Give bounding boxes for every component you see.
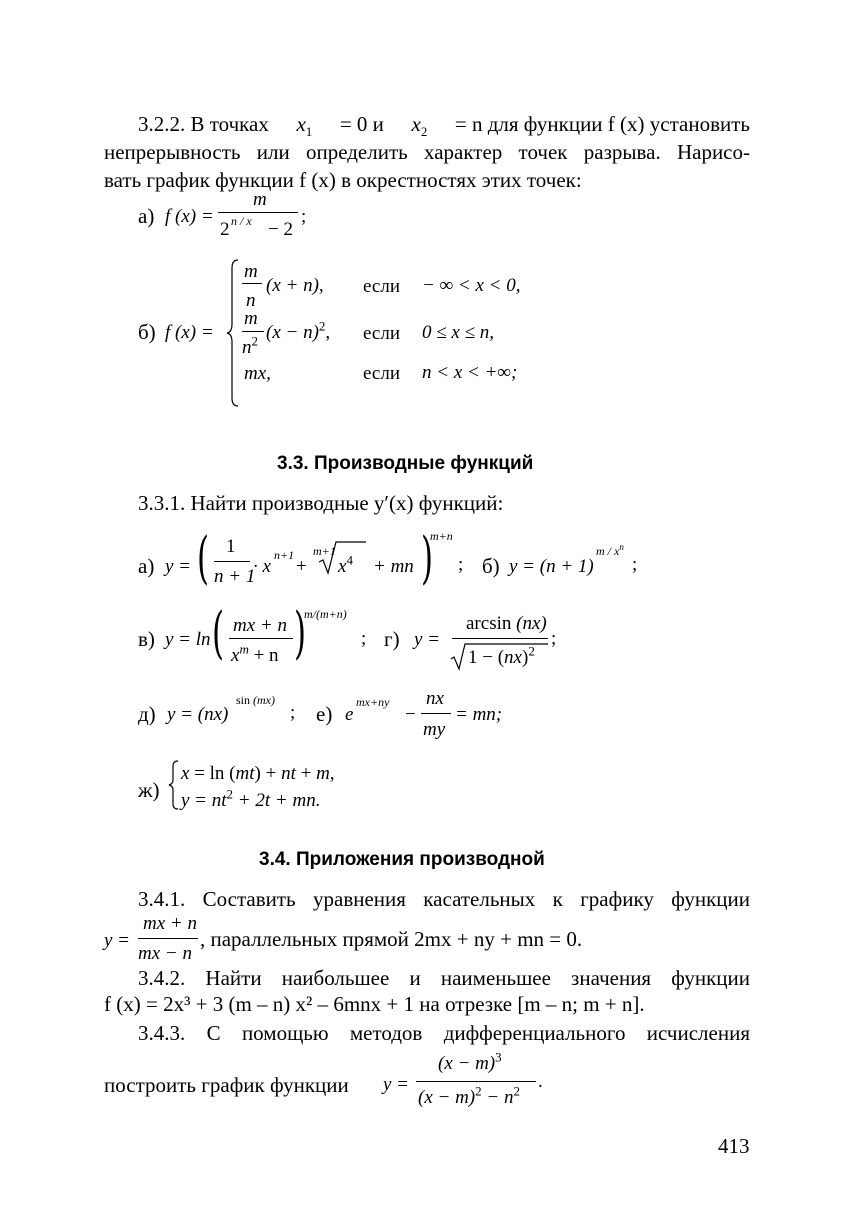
- p331-zh-l2: $y = nt^2 + 2t$ + mn.: [181, 786, 321, 811]
- p331-a-rparen: ): [421, 526, 434, 591]
- p331-v-exp: m/(m+n): [304, 607, 347, 621]
- p322-a-lhs: f (x) =: [165, 206, 214, 227]
- p322-b-r1-expr: (x + n),: [266, 275, 324, 296]
- p331-a-num: 1: [226, 536, 236, 557]
- p343-line1: 3.4.3. С помощью методов дифференциального исчисления: [138, 1021, 750, 1045]
- p331-zh-label: ж): [138, 778, 160, 802]
- p322-a-num: m: [253, 189, 267, 210]
- p322-b-r3-cond-word: если: [363, 363, 400, 384]
- p322-a-label: а): [138, 204, 155, 228]
- p331-v-num: mx + n: [233, 615, 287, 636]
- p331-v-lhs: y = ln: [165, 629, 211, 650]
- p331-e-num: nx: [426, 688, 444, 709]
- p331-g-lhs: y =: [414, 629, 441, 650]
- p331-b-end: ;: [632, 554, 638, 575]
- p331-g-label: г): [384, 627, 400, 651]
- p343-den: $(x - m)^2 - n^2$: [418, 1083, 520, 1108]
- p331-e-minus: −: [405, 704, 416, 725]
- p341-num: mx + n: [143, 913, 197, 934]
- p331-e-rhs: = mn;: [455, 704, 503, 725]
- p341-bar: [138, 938, 198, 939]
- p343-lhs: y =: [383, 1074, 410, 1095]
- p331-zh-l1: x = ln (mt) + nt + m,: [181, 763, 335, 784]
- p322-b-r1-bar: [242, 283, 262, 284]
- p322-lead: 3.2.2. В точках: [138, 112, 269, 136]
- p341-tail: , параллельных прямой 2mx + ny + mn = 0.: [200, 927, 583, 951]
- p322-a-bar: [218, 212, 298, 213]
- p322-eq1: = 0 и: [339, 112, 384, 136]
- p322-b-r2-cond: 0 ≤ x ≤ n,: [422, 322, 495, 343]
- p331-a-mid: · x: [253, 556, 271, 577]
- p331-v-rparen: ): [294, 601, 307, 666]
- p322-b-r2-bar: [242, 331, 264, 332]
- p342-line1: 3.4.2. Найти наибольшее и наименьшее значения функции: [138, 966, 750, 990]
- p331-a-mid-exp: n+1: [274, 548, 295, 562]
- p331-a-end: ;: [458, 554, 464, 575]
- p331-v-label: в): [138, 627, 155, 651]
- p322-x2: $x_2$: [411, 112, 428, 140]
- p331-a-den: n + 1: [214, 566, 256, 587]
- p331-e-exp: mx+ny: [356, 695, 390, 709]
- p331-v-den: $x^m + n$: [231, 641, 279, 666]
- page-number: 413: [718, 1134, 750, 1158]
- p331-a-plus: +: [296, 556, 307, 577]
- p322-b-r1-den: n: [246, 290, 256, 311]
- p322-b-r3-expr: mx,: [244, 363, 271, 384]
- p331-b-label: б): [482, 554, 500, 578]
- p322-a-den-exp: n / x: [231, 214, 252, 228]
- p322-b-label: б): [138, 320, 156, 344]
- p331-g-end: ;: [551, 628, 557, 649]
- p343-num: $(x - m)^3$: [438, 1049, 502, 1074]
- p331-d-end: ;: [290, 702, 296, 723]
- p322-line2: непрерывность или определить характер точек разрыва. Нарисо-: [104, 140, 750, 164]
- p331-a-root-arg: $x^4$: [338, 552, 353, 577]
- p322-b-r2-den: $n^2$: [242, 333, 258, 358]
- p331-v-lparen: (: [212, 601, 225, 666]
- p331-d-label: д): [138, 702, 156, 726]
- p322-eq2: = n для функции f (x) установить: [454, 112, 750, 136]
- p322-b-r2-cond-word: если: [363, 323, 400, 344]
- p331-v-bar: [229, 638, 293, 639]
- p331-e-expr: e: [345, 704, 354, 725]
- p331-text: 3.3.1. Найти производные y′(x) функций:: [138, 491, 504, 515]
- p322-line3: вать график функции f (x) в окрестностях этих точек:: [104, 168, 582, 192]
- p322-a-end: ;: [301, 206, 307, 227]
- p331-g-den: 1 − (nx)$^2$: [468, 643, 535, 668]
- p331-g-num: arcsin (nx): [466, 613, 547, 634]
- piecewise-brace-icon: [226, 258, 240, 408]
- p331-a-lparen: (: [197, 526, 210, 591]
- p322-a-den: 2: [220, 219, 230, 240]
- p322-b-lhs: f (x) =: [165, 322, 214, 343]
- p343-bar: [416, 1081, 536, 1082]
- p322-line1: [138, 112, 750, 140]
- p331-d-expr: y = (nx): [167, 704, 229, 725]
- p331-e-bar: [421, 713, 451, 714]
- p331-a-root-idx: m+1: [313, 544, 336, 558]
- p331-e-label: е): [316, 702, 333, 726]
- p322-b-r1-cond: − ∞ < x < 0,: [422, 275, 521, 296]
- p322-b-r1-cond-word: если: [363, 276, 400, 297]
- p322-b-r2-expr: $(x - n)^2$,: [266, 318, 331, 343]
- p331-a-lhs: y =: [165, 556, 192, 577]
- p331-e-den: my: [423, 719, 446, 740]
- p331-v-end: ;: [361, 628, 367, 649]
- p343-line2: построить график функции: [104, 1073, 349, 1097]
- p322-x1: $x_1$: [296, 112, 313, 140]
- p341-text: 3.4.1. Составить уравнения касательных к графику функции: [138, 887, 750, 911]
- p331-a-label: а): [138, 554, 155, 578]
- p331-b-expr: y = (n + 1): [509, 556, 594, 577]
- p322-b-r2-num: m: [244, 308, 258, 329]
- section-3-4-title: 3.4. Приложения производной: [259, 849, 545, 870]
- p343-end: .: [538, 1071, 543, 1092]
- p341-lhs: y =: [104, 930, 131, 951]
- p331-b-exp: m / $x^n$: [596, 542, 624, 558]
- p331-g-bar: [452, 638, 548, 639]
- p331-a-bar: [214, 561, 250, 562]
- p322-b-r1-num: m: [244, 261, 258, 282]
- p322-a-den-tail: − 2: [268, 219, 293, 240]
- p341-den: mx − n: [138, 943, 192, 964]
- p331-d-exp: sin (mx): [236, 693, 275, 707]
- p331-a-exp: m+n: [430, 529, 453, 543]
- section-3-3-title: 3.3. Производные функций: [277, 453, 534, 474]
- p331-a-tail: + mn: [373, 556, 414, 577]
- p322-b-r3-cond: n < x < +∞;: [422, 362, 518, 383]
- system-brace-icon: [168, 760, 180, 810]
- p342-line2: f (x) = 2x³ + 3 (m – n) x² – 6mnx + 1 на отрезке [m – n; m + n].: [104, 992, 645, 1016]
